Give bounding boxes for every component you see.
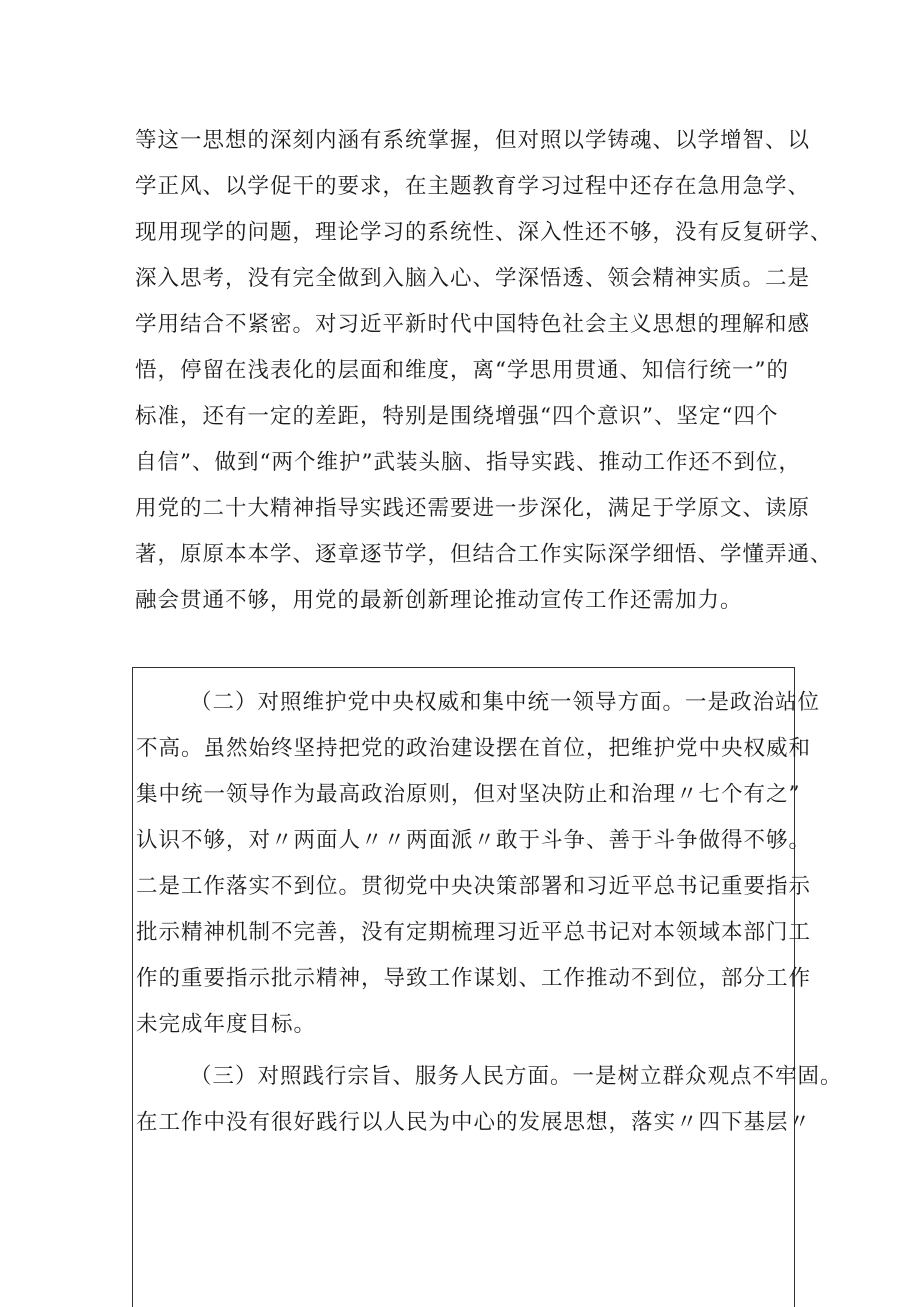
text-line: 未完成年度目标。 bbox=[136, 1012, 317, 1037]
bordered-text-box bbox=[132, 667, 843, 1307]
text-line: 不高。虽然始终坚持把党的政治建设摆在首位，把维护党中央权威和 bbox=[136, 736, 812, 761]
text-line: 融会贯通不够，用党的最新创新理论推动宣传工作还需加力。 bbox=[135, 588, 743, 613]
text-line: （三）对照践行宗旨、服务人民方面。一是树立群众观点不牢固。 bbox=[190, 1064, 843, 1089]
text-line: 学用结合不紧密。对习近平新时代中国特色社会主义思想的理解和感 bbox=[135, 312, 811, 337]
text-line: 集中统一领导作为最高政治原则，但对坚决防止和治理〃七个有之” bbox=[136, 782, 801, 807]
text-line: 学正风、以学促干的要求，在主题教育学习过程中还存在急用急学、 bbox=[135, 174, 811, 199]
text-line: （二）对照维护党中央权威和集中统一领导方面。一是政治站位 bbox=[190, 690, 821, 715]
text-line: 在工作中没有很好践行以人民为中心的发展思想，落实〃四下基层〃 bbox=[136, 1110, 812, 1135]
text-line: 二是工作落实不到位。贯彻党中央决策部署和习近平总书记重要指示 bbox=[136, 874, 812, 899]
text-line: 标准，还有一定的差距，特别是围绕增强“四个意识”、坚定“四个 bbox=[135, 404, 779, 429]
text-line: 悟，停留在浅表化的层面和维度，离“学思用贯通、知信行统一”的 bbox=[135, 358, 789, 383]
text-line: 用党的二十大精神指导实践还需要进一步深化，满足于学原文、读原 bbox=[135, 496, 811, 521]
text-line: 著，原原本本学、逐章逐节学，但结合工作实际深学细悟、学懂弄通、 bbox=[135, 542, 833, 567]
text-line: 自信”、做到“两个维护”武装头脑、指导实践、推动工作还不到位， bbox=[135, 450, 801, 475]
section-one-tail-paragraph bbox=[135, 118, 833, 624]
text-line: 批示精神机制不完善，没有定期梳理习近平总书记对本领域本部门工 bbox=[136, 920, 812, 945]
text-line: 等这一思想的深刻内涵有系统掌握，但对照以学铸魂、以学增智、以 bbox=[135, 128, 811, 153]
section-two-paragraph bbox=[136, 680, 821, 1048]
text-line: 认识不够，对〃两面人〃〃两面派〃敢于斗争、善于斗争做得不够。 bbox=[136, 828, 812, 853]
text-line: 作的重要指示批示精神，导致工作谋划、工作推动不到位，部分工作 bbox=[136, 966, 812, 991]
text-line: 深入思考，没有完全做到入脑入心、学深悟透、领会精神实质。二是 bbox=[135, 266, 811, 291]
text-line: 现用现学的问题，理论学习的系统性、深入性还不够，没有反复研学、 bbox=[135, 220, 833, 245]
section-three-paragraph bbox=[136, 1054, 843, 1146]
